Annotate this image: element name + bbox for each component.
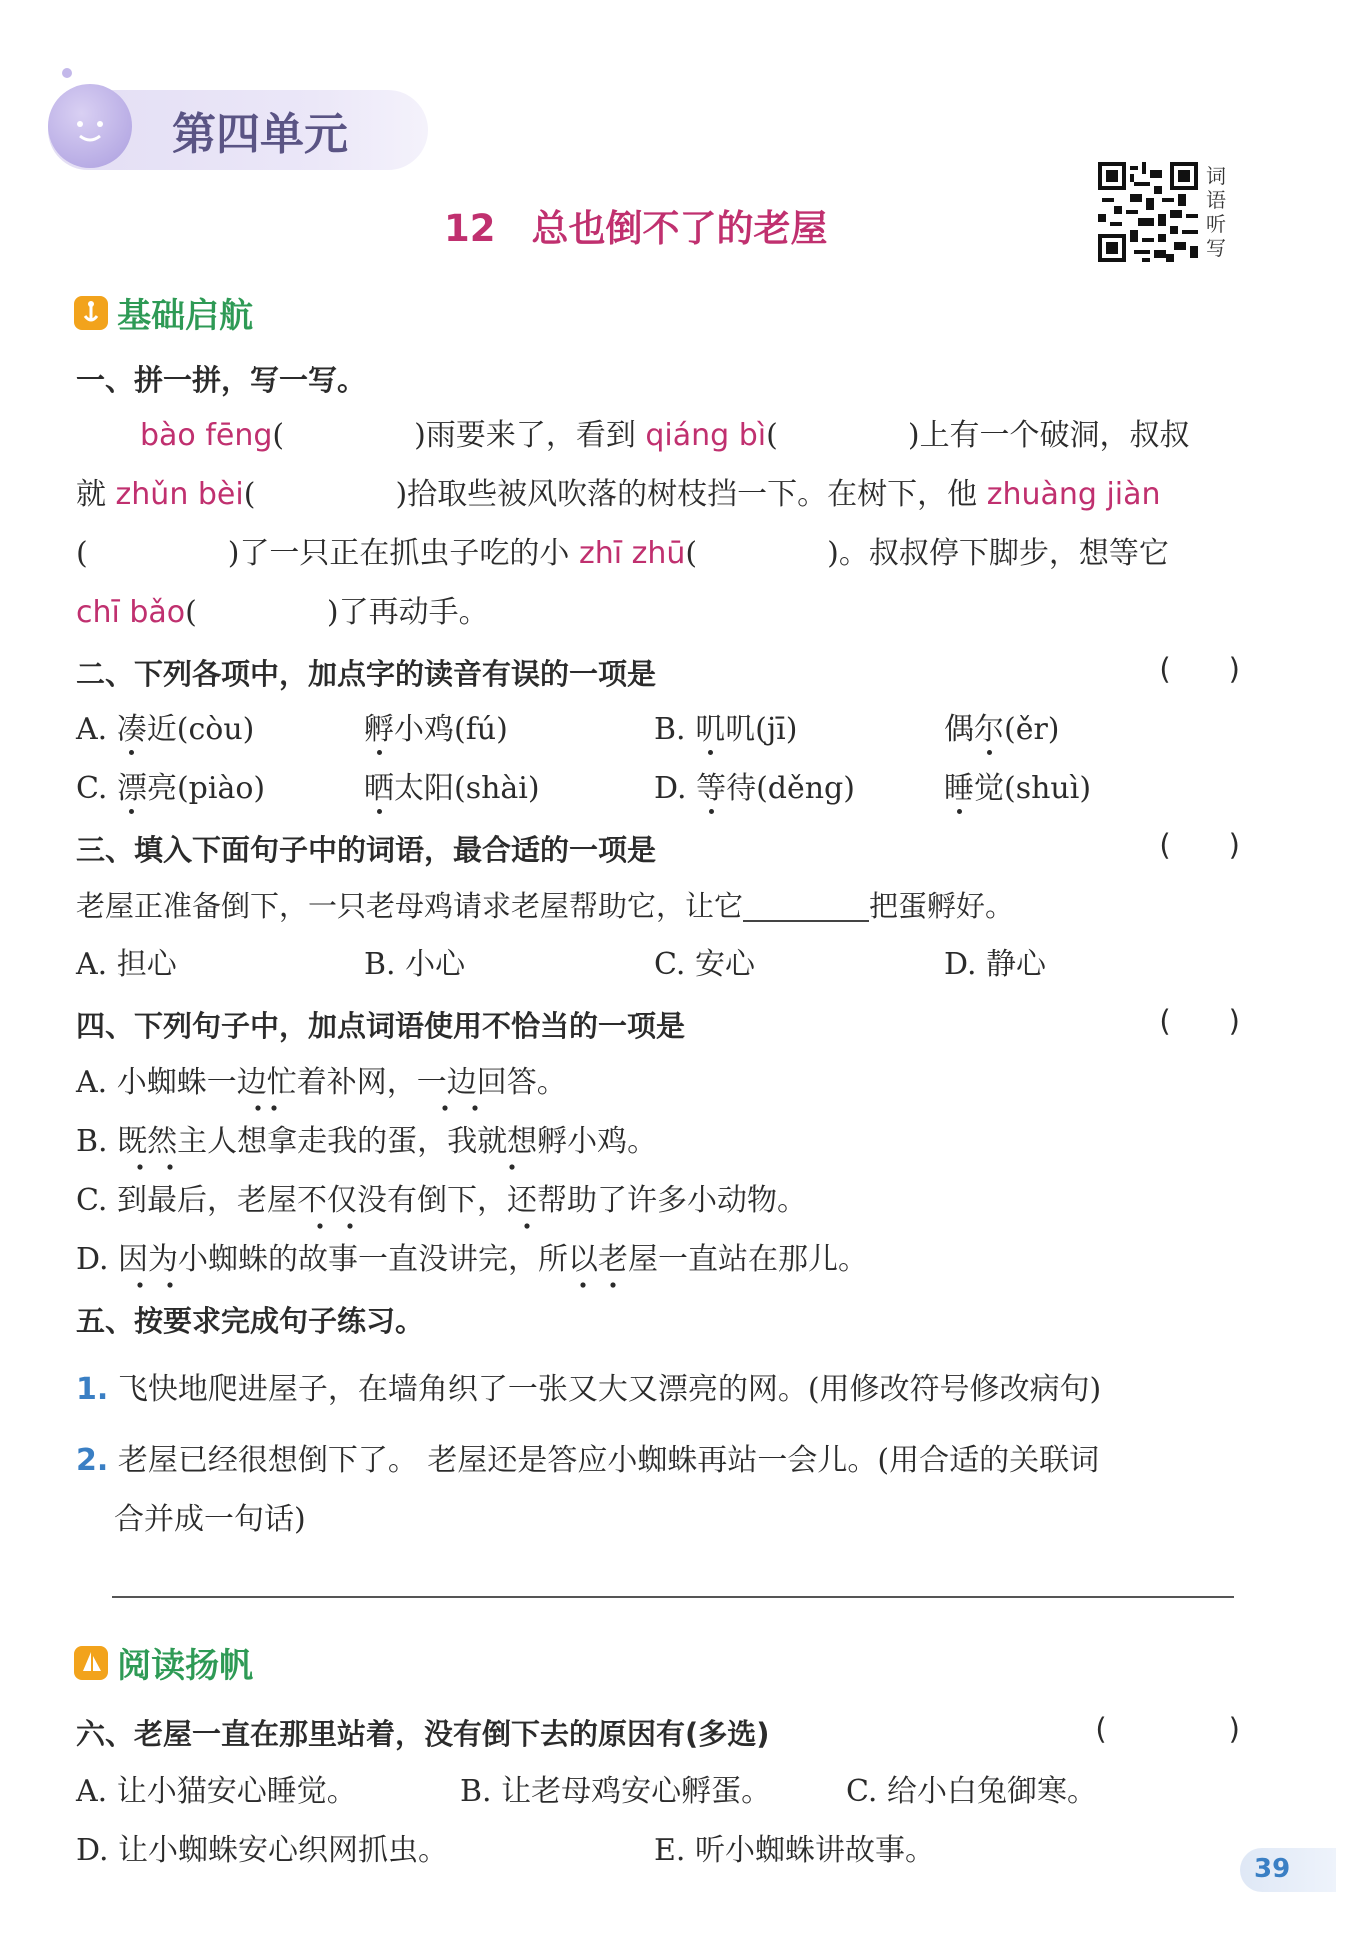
q1-line-2: 就 zhǔn bèi( )拾取些被风吹落的树枝挡一下。在树下，他 zhuàng jiàn [76, 477, 1161, 512]
q3-option-d: D. 静心 [944, 947, 1047, 982]
q4-option-d: D. 因为小蜘蛛的故事一直没讲完，所以老屋一直站在那儿。 [76, 1242, 869, 1277]
q5-item-2-cont: 合并成一句话) [114, 1502, 306, 1537]
section-reading-header: 阅读扬帆 [74, 1638, 253, 1687]
q3-option-a: A. 担心 [76, 947, 177, 982]
q6-option-e: E. 听小蜘蛛讲故事。 [654, 1833, 935, 1868]
q3-option-c: C. 安心 [654, 947, 755, 982]
page-number: 39 [1254, 1854, 1291, 1884]
sail-icon [74, 1646, 108, 1680]
q6-option-a: A. 让小猫安心睡觉。 [76, 1774, 357, 1809]
q5-item-2: 2. 老屋已经很想倒下了。 老屋还是答应小蜘蛛再站一会儿。(用合适的关联词 [76, 1443, 1100, 1478]
q6-answer-box[interactable]: ( ) [1095, 1712, 1240, 1746]
q2-option-b1: B. 叽叽(jī) [654, 712, 798, 747]
qr-label: 词 语 听 写 [1206, 164, 1226, 260]
q6-option-c: C. 给小白兔御寒。 [846, 1774, 1097, 1809]
q2-heading: 二、下列各项中，加点字的读音有误的一项是 [76, 657, 657, 691]
q2-answer-box[interactable]: ( ) [1159, 652, 1240, 686]
q4-answer-box[interactable]: ( ) [1159, 1004, 1240, 1038]
q2-option-b2: 偶尔(ěr) [944, 712, 1060, 747]
q3-answer-box[interactable]: ( ) [1159, 828, 1240, 862]
q1-line-3: ( )了一只正在抓虫子吃的小 zhī zhū( )。叔叔停下脚步，想等它 [76, 536, 1169, 571]
q2-option-d2: 睡觉(shuì) [944, 771, 1092, 806]
q4-option-a: A. 小蜘蛛一边忙着补网，一边回答。 [76, 1065, 567, 1100]
q4-heading: 四、下列句子中，加点词语使用不恰当的一项是 [76, 1009, 686, 1043]
q1-heading: 一、拼一拼，写一写。 [76, 363, 367, 397]
q6-option-d: D. 让小蜘蛛安心织网抓虫。 [76, 1833, 449, 1868]
q6-option-b: B. 让老母鸡安心孵蛋。 [460, 1774, 772, 1809]
q3-option-b: B. 小心 [364, 947, 466, 982]
lesson-name: 总也倒不了的老屋 [531, 207, 828, 250]
q2-option-a1: A. 凑近(còu) [76, 712, 255, 747]
q2-option-a2: 孵小鸡(fú) [364, 712, 508, 747]
q2-option-c2: 晒太阳(shài) [364, 771, 540, 806]
q3-sentence: 老屋正准备倒下，一只老母鸡请求老屋帮助它，让它 把蛋孵好。 [76, 889, 1015, 923]
q5-answer-line[interactable] [112, 1596, 1234, 1598]
section-basics-header: 基础启航 [74, 288, 253, 337]
lesson-number: 12 [444, 207, 496, 250]
unit-title: 第四单元 [172, 109, 348, 160]
q2-option-c1: C. 漂亮(piào) [76, 771, 266, 806]
q2-option-d1: D. 等待(děng) [654, 771, 855, 806]
q1-line-1: bào fēng( )雨要来了，看到 qiáng bì( )上有一个破洞，叔叔 [140, 418, 1190, 453]
q5-heading: 五、按要求完成句子练习。 [76, 1304, 425, 1338]
q6-heading: 六、老屋一直在那里站着，没有倒下去的原因有(多选) [76, 1717, 770, 1751]
q5-item-1: 1. 飞快地爬进屋子，在墙角织了一张又大又漂亮的网。(用修改符号修改病句) [76, 1372, 1102, 1407]
q3-heading: 三、填入下面句子中的词语，最合适的一项是 [76, 833, 657, 867]
q4-option-b: B. 既然主人想拿走我的蛋，我就想孵小鸡。 [76, 1124, 658, 1159]
q1-line-4: chī bǎo( )了再动手。 [76, 595, 489, 630]
q4-option-c: C. 到最后，老屋不仅没有倒下，还帮助了许多小动物。 [76, 1183, 807, 1218]
